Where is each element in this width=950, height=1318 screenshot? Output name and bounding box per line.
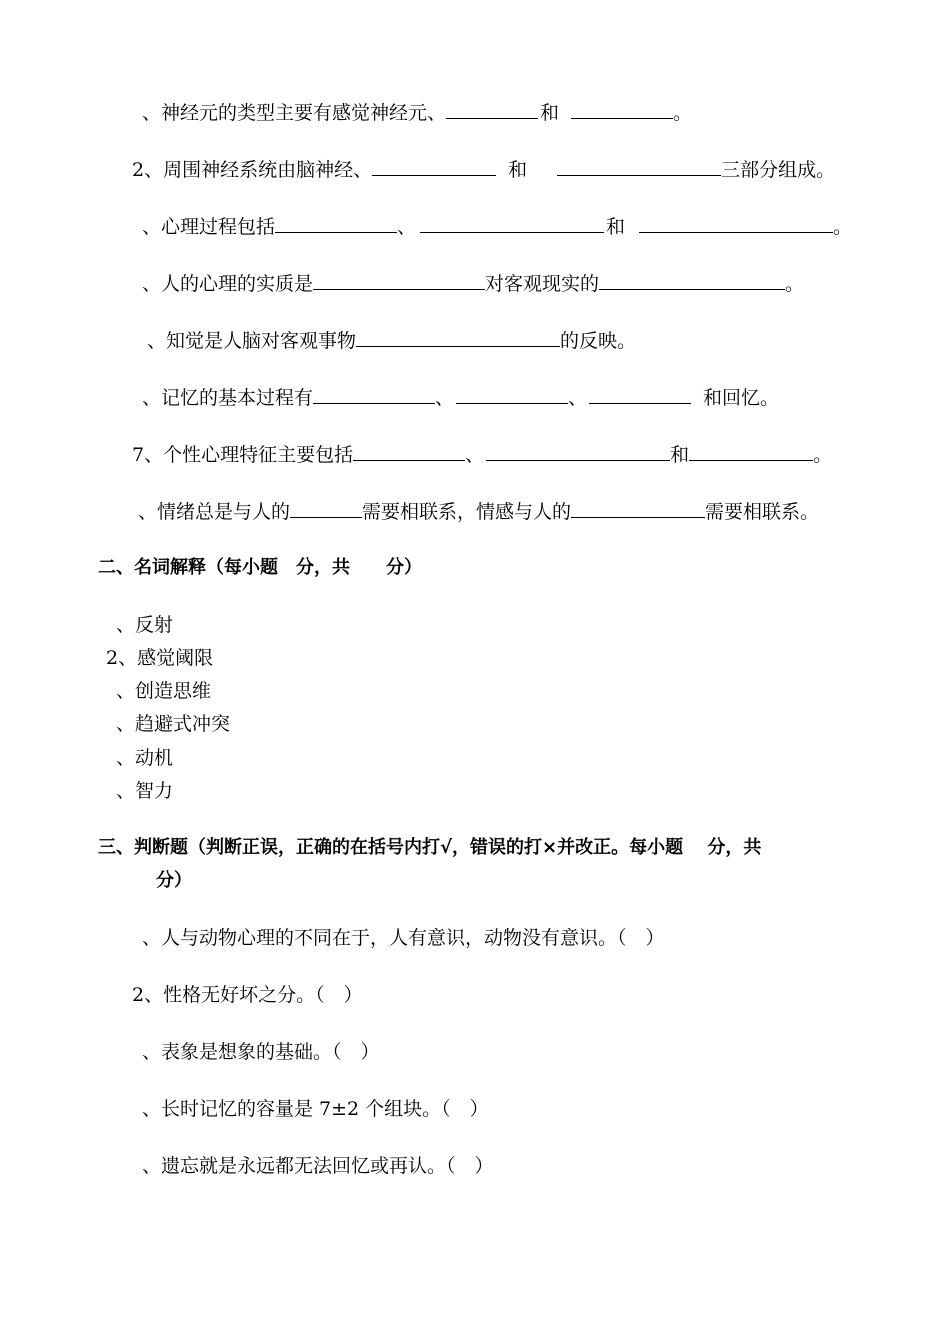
question-6: 、记忆的基本过程有 、 、 和回忆。: [142, 387, 780, 409]
term-item: 、趋避式冲突: [116, 713, 231, 735]
answer-blank[interactable]: [689, 442, 813, 461]
term-item: 、智力: [116, 780, 174, 802]
judgment-item: 、人与动物心理的不同在于，人有意识，动物没有意识。（ ）: [142, 927, 665, 949]
answer-blank[interactable]: [290, 499, 362, 518]
answer-blank[interactable]: [372, 157, 496, 176]
answer-blank[interactable]: [353, 442, 465, 461]
judgment-item: 、遗忘就是永远都无法回忆或再认。（ ）: [142, 1155, 494, 1177]
judgment-item: 、长时记忆的容量是 7±2 个组块。（ ）: [142, 1098, 489, 1120]
answer-blank[interactable]: [589, 385, 691, 404]
question-5: 、知觉是人脑对客观事物 的反映。: [147, 330, 637, 352]
section-3-title: 三、判断题（判断正误，正确的在括号内打√，错误的打×并改正。每小题 分，共: [98, 837, 762, 858]
question-2: 2、周围神经系统由脑神经、 和 三部分组成。: [132, 159, 836, 181]
question-3: 、心理过程包括 、 和 。: [142, 216, 853, 238]
answer-blank[interactable]: [275, 214, 397, 233]
section-2-title: 二、名词解释（每小题 分，共 分）: [98, 557, 422, 578]
answer-blank[interactable]: [557, 157, 721, 176]
answer-blank[interactable]: [456, 385, 568, 404]
question-8: 、情绪总是与人的 需要相联系，情感与人的 需要相联系。: [138, 501, 820, 523]
answer-blank[interactable]: [356, 328, 560, 347]
question-4: 、人的心理的实质是 对客观现实的 。: [142, 273, 805, 295]
answer-blank[interactable]: [313, 271, 485, 290]
question-1: 、神经元的类型主要有感觉神经元、 和 。: [142, 102, 693, 124]
answer-blank[interactable]: [571, 100, 673, 119]
answer-blank[interactable]: [571, 499, 705, 518]
answer-blank[interactable]: [599, 271, 785, 290]
answer-blank[interactable]: [420, 214, 604, 233]
term-item: 2、感觉阈限: [106, 647, 214, 669]
answer-blank[interactable]: [639, 214, 833, 233]
judgment-item: 2、性格无好坏之分。（ ）: [132, 984, 363, 1006]
term-item: 、创造思维: [116, 680, 212, 702]
term-item: 、动机: [116, 747, 174, 769]
section-3-title-cont: 分）: [156, 870, 192, 891]
answer-blank[interactable]: [446, 100, 538, 119]
judgment-item: 、表象是想象的基础。（ ）: [142, 1041, 380, 1063]
question-7: 7、个性心理特征主要包括 、 和 。: [132, 444, 833, 466]
term-item: 、反射: [116, 614, 174, 636]
answer-blank[interactable]: [313, 385, 435, 404]
answer-blank[interactable]: [486, 442, 670, 461]
